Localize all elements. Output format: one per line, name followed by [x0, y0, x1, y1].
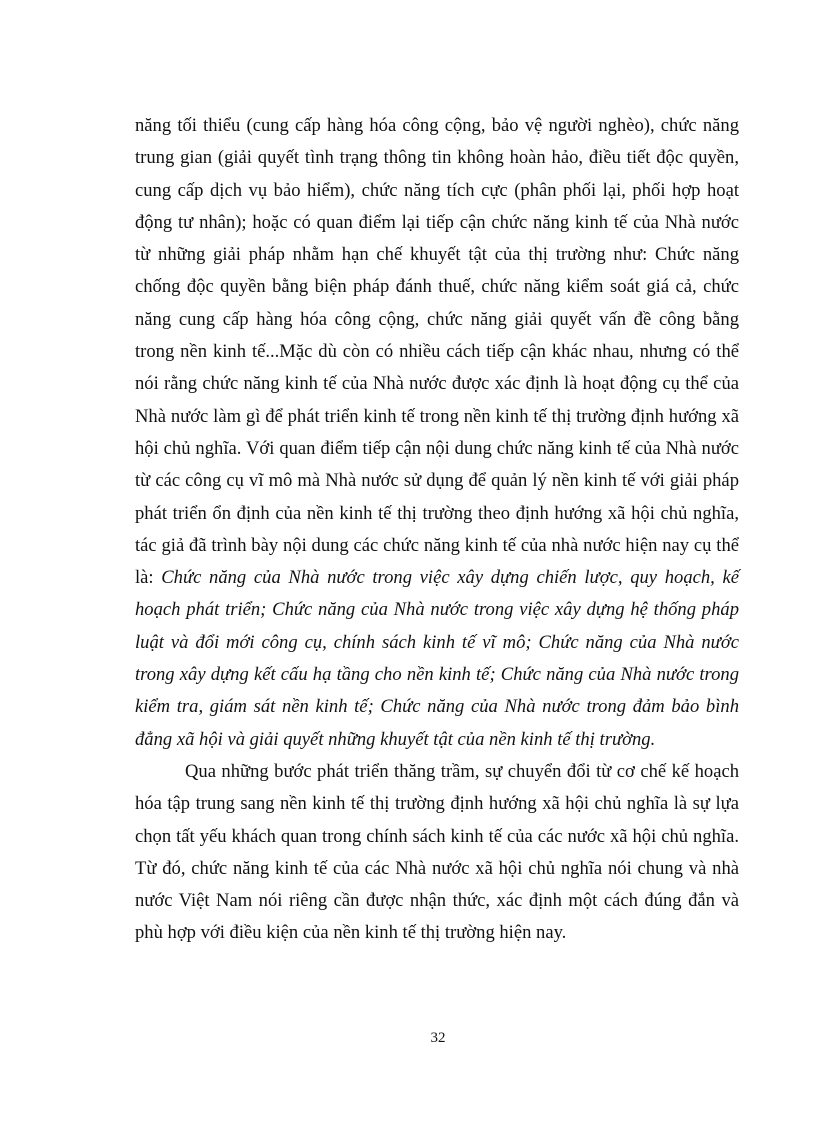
paragraph-2: Qua những bước phát triển thăng trầm, sự chuyển đổi từ cơ chế kế hoạch hóa tập trung sang nền kinh tế thị trường định hướng xã hội chủ nghĩa là sự lựa chọn tất yếu khách quan trong chính sách kinh tế của các nước xã hội chủ nghĩa. Từ đó, chức năng kinh tế của các Nhà nước xã hội chủ nghĩa nói chung và nhà nước Việt Nam nói riêng cần được nhận thức, xác định một cách đúng đắn và phù hợp với điều kiện của nền kinh tế thị trường hiện nay. — [135, 760, 739, 944]
paragraph-1 — [135, 110, 739, 756]
paragraph-1-text: năng tối thiểu (cung cấp hàng hóa công cộng, bảo vệ người nghèo), chức năng trung gian (giải quyết tình trạng thông tin không hoàn hảo, điều tiết độc quyền, cung cấp dịch vụ bảo hiểm), chức năng tích cực (phân phối lại, phối hợp hoạt động tư nhân); hoặc có quan điểm lại tiếp cận chức năng kinh tế của Nhà nước từ những giải pháp nhằm hạn chế khuyết tật của thị trường như: Chức năng chống độc quyền bằng biện pháp đánh thuế, chức năng kiểm soát giá cả, chức năng cung cấp hàng hóa công cộng, chức năng giải quyết vấn đề công bằng trong nền kinh tế...Mặc dù còn có nhiều cách tiếp cận khác nhau, nhưng có thể nói rằng chức năng kinh tế của Nhà nước được xác định là hoạt động cụ thể của Nhà nước làm gì để phát triển kinh tế trong nền kinh tế thị trường định hướng xã hội chủ nghĩa. Với quan điểm tiếp cận nội dung chức năng kinh tế của Nhà nước từ các công cụ vĩ mô mà Nhà nước sử dụng để quản lý nền kinh tế với giải pháp phát triển ổn định của nền kinh tế thị trường theo định hướng xã hội chủ nghĩa, tác giả đã trình bày nội dung các chức năng kinh tế của nhà nước hiện nay cụ thể là: — [135, 115, 739, 589]
page-number: 32 — [430, 1030, 446, 1046]
paragraph-1-italic-functions: Chức năng của Nhà nước trong việc xây dựng chiến lược, quy hoạch, kế hoạch phát triển; Chức năng của Nhà nước trong việc xây dựng hệ thống pháp luật và đổi mới công cụ, chính sách kinh tế vĩ mô; Chức năng của Nhà nước trong xây dựng kết cấu hạ tầng cho nền kinh tế; Chức năng của Nhà nước trong kiểm tra, giám sát nền kinh tế; Chức năng của Nhà nước trong đảm bảo bình đẳng xã hội và giải quyết những khuyết tật của nền kinh tế thị trường. — [135, 567, 739, 750]
body-text — [135, 110, 739, 950]
